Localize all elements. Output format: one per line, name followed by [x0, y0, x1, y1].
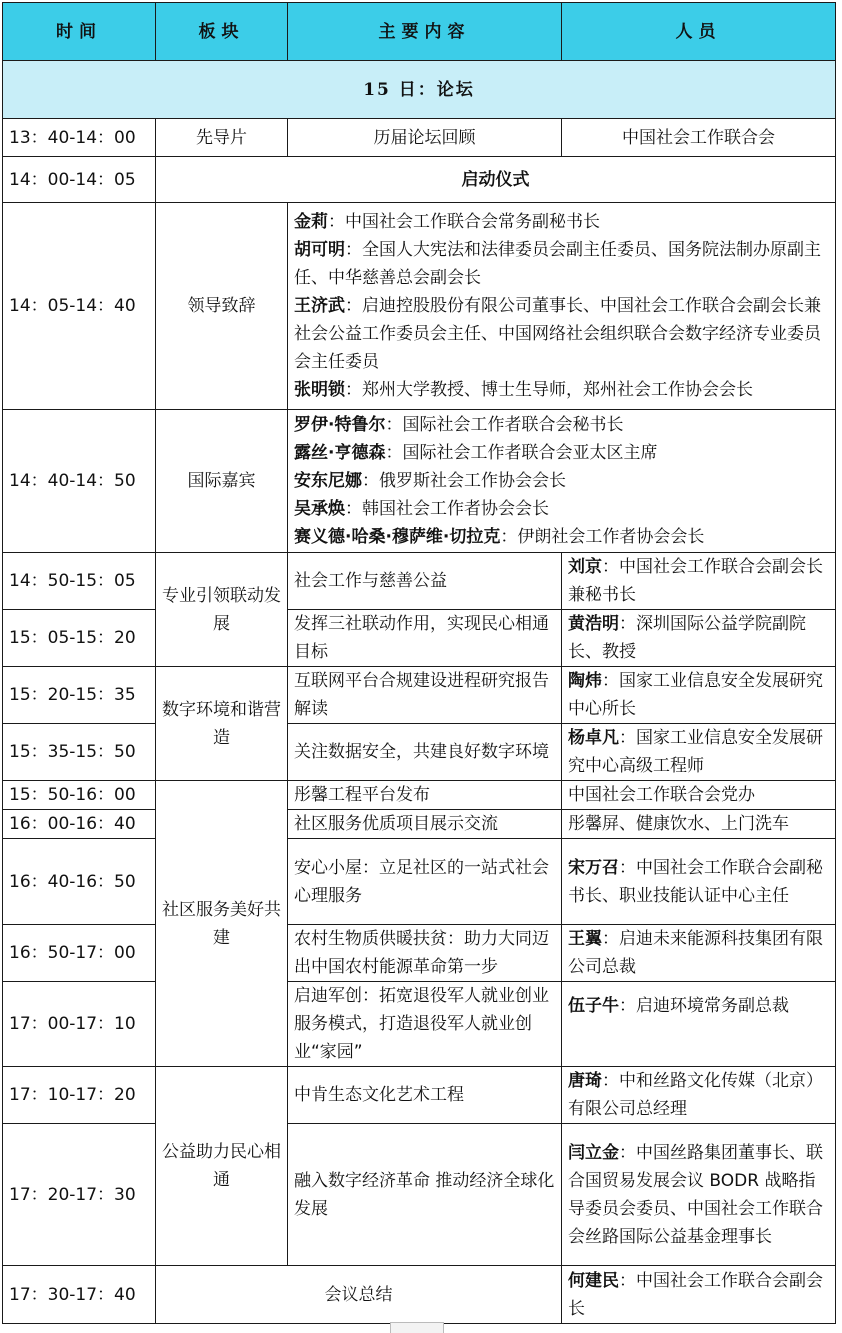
speaker-name: 陶炜: [568, 671, 602, 691]
content-cell: 安心小屋：立足社区的一站式社会心理服务: [288, 839, 562, 925]
speaker-name: 伍子牛: [568, 996, 619, 1016]
speaker-name: 杨卓凡: [568, 728, 619, 748]
time-cell: 16：50-17：00: [3, 925, 156, 982]
people-cell: [562, 724, 836, 781]
speaker-entry: [294, 292, 829, 376]
speaker-role: ：启迪控股股份有限公司董事长、中国社会工作联合会副会长兼社会公益工作委员会主任、中国网络社会组织联合会数字经济专业委员会主任委员: [294, 296, 821, 372]
content-cell: 发挥三社联动作用，实现民心相通目标: [288, 610, 562, 667]
speaker-name: 露丝·亨德森: [294, 443, 386, 463]
scroll-handle[interactable]: [390, 1322, 444, 1333]
speaker-name: 胡可明: [294, 240, 345, 260]
section-cell: 专业引领联动发展: [156, 553, 288, 667]
section-cell: 数字环境和谐营造: [156, 667, 288, 781]
speaker-role: ：中国社会工作联合会副秘书长、职业技能认证中心主任: [568, 857, 823, 906]
time-cell: 16：00-16：40: [3, 810, 156, 839]
speaker-role: ：国际社会工作者联合会秘书长: [385, 415, 624, 435]
speaker-role: ：国际社会工作者联合会亚太区主席: [385, 443, 658, 463]
section-cell: 国际嘉宾: [156, 410, 288, 553]
day-title: 15 日：论坛: [3, 61, 836, 119]
speaker-entry: [294, 439, 829, 467]
speaker-role: ：全国人大宪法和法律委员会副主任委员、国务院法制办原副主任、中华慈善总会副会长: [294, 240, 821, 288]
content-cell: 关注数据安全，共建良好数字环境: [288, 724, 562, 781]
speaker-list: [288, 410, 836, 553]
speaker-name: 何建民: [568, 1270, 619, 1291]
people-cell: [562, 667, 836, 724]
time-cell: 17：10-17：20: [3, 1067, 156, 1124]
speaker-role: ：中和丝路文化传媒（北京）有限公司总经理: [568, 1071, 823, 1119]
day-row: [3, 61, 836, 119]
time-cell: 14：50-15：05: [3, 553, 156, 610]
speaker-entry: [294, 523, 829, 551]
content-cell: 启动仪式: [156, 157, 836, 203]
table-row: [3, 925, 836, 982]
time-cell: 17：30-17：40: [3, 1266, 156, 1324]
speaker-role: ：韩国社会工作者协会会长: [345, 499, 549, 519]
section-cell: 先导片: [156, 119, 288, 157]
speaker-role: ：国家工业信息安全发展研究中心高级工程师: [568, 728, 823, 776]
table-row: [3, 724, 836, 781]
speaker-name: 王翼: [568, 929, 602, 949]
speaker-entry: [294, 376, 829, 404]
table-row: [3, 1124, 836, 1266]
time-cell: 14：40-14：50: [3, 410, 156, 553]
speaker-role: ：国家工业信息安全发展研究中心所长: [568, 671, 823, 719]
speaker-role: ：郑州大学教授、博士生导师，郑州社会工作协会会长: [345, 380, 753, 400]
speaker-entry: [294, 411, 829, 439]
section-cell: 领导致辞: [156, 203, 288, 410]
table-row: [3, 781, 836, 810]
people-cell: [562, 839, 836, 925]
time-cell: 15：20-15：35: [3, 667, 156, 724]
content-cell: 社区服务优质项目展示交流: [288, 810, 562, 839]
header-people: 人员: [562, 3, 836, 61]
table-row: [3, 982, 836, 1067]
speaker-role: ：中国社会工作联合会常务副秘书长: [328, 212, 600, 232]
table-row: [3, 839, 836, 925]
time-cell: 17：20-17：30: [3, 1124, 156, 1266]
speaker-role: ：中国社会工作联合会副会长: [568, 1270, 823, 1319]
table-row: [3, 667, 836, 724]
speaker-name: 黄浩明: [568, 614, 619, 634]
header-row: [3, 3, 836, 61]
time-cell: 13：40-14：00: [3, 119, 156, 157]
speaker-name: 罗伊·特鲁尔: [294, 415, 386, 435]
speaker-name: 金莉: [294, 212, 328, 232]
table-row: [3, 203, 836, 410]
speaker-name: 唐琦: [568, 1071, 602, 1091]
speaker-role: ：启迪未来能源科技集团有限公司总裁: [568, 929, 823, 977]
table-row: [3, 553, 836, 610]
table-row: [3, 157, 836, 203]
people-cell: [562, 1266, 836, 1324]
table-row: [3, 1067, 836, 1124]
speaker-name: 赛义德·哈桑·穆萨维·切拉克: [294, 527, 501, 547]
content-cell: 彤馨工程平台发布: [288, 781, 562, 810]
speaker-entry: [294, 208, 829, 236]
speaker-name: 宋万召: [568, 857, 619, 878]
people-cell: 彤馨屏、健康饮水、上门洗车: [562, 810, 836, 839]
section-cell: 会议总结: [156, 1266, 562, 1324]
agenda-table: [2, 2, 836, 1324]
speaker-name: 闫立金: [568, 1142, 619, 1163]
content-cell: 启迪军创：拓宽退役军人就业创业服务模式，打造退役军人就业创业“家园”: [288, 982, 562, 1067]
table-row: [3, 410, 836, 553]
people-cell: [562, 1124, 836, 1266]
people-cell: [562, 553, 836, 610]
speaker-name: 安东尼娜: [294, 471, 362, 491]
speaker-role: ：深圳国际公益学院副院长、教授: [568, 614, 806, 662]
table-row: [3, 810, 836, 839]
people-cell: 中国社会工作联合会党办: [562, 781, 836, 810]
section-cell: 社区服务美好共建: [156, 781, 288, 1067]
table-row: [3, 610, 836, 667]
header-time: 时间: [3, 3, 156, 61]
speaker-name: 吴承焕: [294, 499, 345, 519]
time-cell: 15：35-15：50: [3, 724, 156, 781]
content-cell: 融入数字经济革命 推动经济全球化发展: [288, 1124, 562, 1266]
speaker-role: ：伊朗社会工作者协会会长: [500, 527, 705, 547]
time-cell: 15：05-15：20: [3, 610, 156, 667]
speaker-role: ：启迪环境常务副总裁: [619, 996, 789, 1016]
time-cell: 16：40-16：50: [3, 839, 156, 925]
time-cell: 15：50-16：00: [3, 781, 156, 810]
people-cell: 中国社会工作联合会: [562, 119, 836, 157]
content-cell: 农村生物质供暖扶贫：助力大同迈出中国农村能源革命第一步: [288, 925, 562, 982]
speaker-role: ：中国丝路集团董事长、联合国贸易发展会议 BODR 战略指导委员会委员、中国社会工作联合会丝路国际公益基金理事长: [568, 1142, 823, 1247]
content-cell: 中肯生态文化艺术工程: [288, 1067, 562, 1124]
time-cell: 17：00-17：10: [3, 982, 156, 1067]
content-cell: 社会工作与慈善公益: [288, 553, 562, 610]
speaker-name: 王济武: [294, 296, 345, 316]
speaker-role: ：中国社会工作联合会副会长兼秘书长: [568, 557, 823, 605]
speaker-name: 刘京: [568, 557, 602, 577]
time-cell: 14：00-14：05: [3, 157, 156, 203]
header-content: 主要内容: [288, 3, 562, 61]
people-cell: [562, 610, 836, 667]
speaker-role: ：俄罗斯社会工作协会会长: [362, 471, 566, 491]
header-section: 板块: [156, 3, 288, 61]
table-row: [3, 119, 836, 157]
content-cell: 历届论坛回顾: [288, 119, 562, 157]
time-cell: 14：05-14：40: [3, 203, 156, 410]
speaker-entry: [294, 495, 829, 523]
section-cell: 公益助力民心相通: [156, 1067, 288, 1266]
speaker-list: [288, 203, 836, 410]
people-cell: [562, 925, 836, 982]
content-cell: 互联网平台合规建设进程研究报告解读: [288, 667, 562, 724]
people-cell: [562, 1067, 836, 1124]
people-cell: [562, 982, 836, 1067]
speaker-entry: [294, 236, 829, 292]
speaker-entry: [294, 467, 829, 495]
table-row: [3, 1266, 836, 1324]
speaker-name: 张明锁: [294, 380, 345, 400]
